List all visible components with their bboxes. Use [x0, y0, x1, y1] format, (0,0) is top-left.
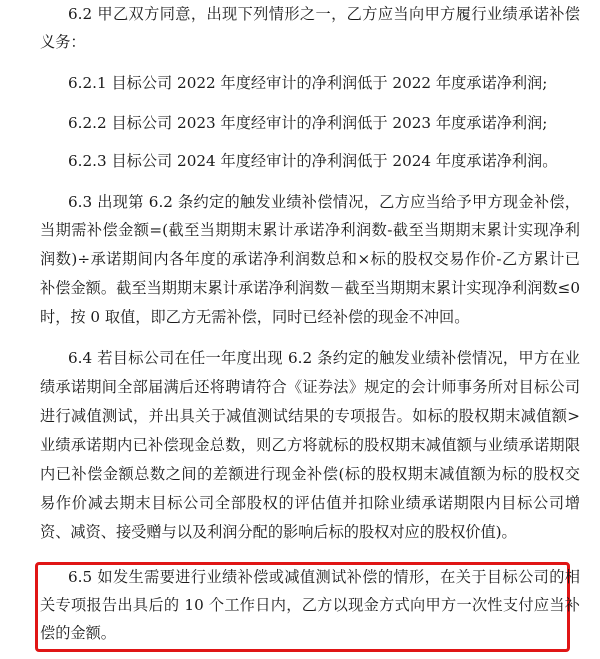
clause-6-2-3: 6.2.3 目标公司 2024 年度经审计的净利润低于 2024 年度承诺净利润。	[68, 152, 558, 170]
clause-6-4-line-5: 内已补偿金额总数之间的差额进行现金补偿(标的股权期末减值额为标的股权交	[40, 465, 580, 483]
clause-6-5-line-1: 6.5 如发生需要进行业绩补偿或减值测试补偿的情形，在关于目标公司的相	[68, 568, 580, 586]
clause-6-4-line-2: 绩承诺期间全部届满后还将聘请符合《证券法》规定的会计师事务所对目标公司	[40, 378, 580, 396]
clause-6-4-line-3: 进行减值测试，并出具关于减值测试结果的专项报告。如标的股权期末减值额>	[40, 407, 580, 425]
clause-6-3-line-2: 当期需补偿金额=(截至当期期末累计承诺净利润数-截至当期期末累计实现净利	[40, 221, 580, 239]
clause-6-3-line-4: 补偿金额。截至当期期末累计承诺净利润数－截至当期期末累计实现净利润数≤0	[40, 279, 580, 297]
clause-6-5-line-2: 关专项报告出具后的 10 个工作日内，乙方以现金方式向甲方一次性支付应当补	[40, 596, 580, 614]
clause-6-4-line-4: 业绩承诺期内已补偿现金总数，则乙方将就标的股权期末减值额与业绩承诺期限	[40, 436, 580, 454]
clause-6-2-line-1: 6.2 甲乙双方同意，出现下列情形之一，乙方应当向甲方履行业绩承诺补偿	[68, 5, 580, 23]
clause-6-2-line-2: 义务：	[40, 33, 86, 51]
clause-6-4-line-7: 资、减资、接受赠与以及利润分配的影响后标的股权对应的股权价值)。	[40, 523, 517, 541]
clause-6-4-line-6: 易作价减去期末目标公司全部股权的评估值并扣除业绩承诺期限内目标公司增	[40, 494, 580, 512]
clause-6-3-line-3: 润数)÷承诺期间内各年度的承诺净利润数总和×标的股权交易作价-乙方累计已	[40, 250, 580, 268]
clause-6-3-line-1: 6.3 出现第 6.2 条约定的触发业绩补偿情况，乙方应当给予甲方现金补偿，	[68, 193, 580, 211]
clause-6-4-line-1: 6.4 若目标公司在任一年度出现 6.2 条约定的触发业绩补偿情况，甲方在业	[68, 349, 580, 367]
clause-6-3-line-5: 时，按 0 取值，即乙方无需补偿，同时已经补偿的现金不冲回。	[40, 308, 470, 326]
clause-6-2-2: 6.2.2 目标公司 2023 年度经审计的净利润低于 2023 年度承诺净利润;	[68, 114, 548, 132]
clause-6-5-line-3: 偿的金额。	[40, 624, 116, 642]
clause-6-2-1: 6.2.1 目标公司 2022 年度经审计的净利润低于 2022 年度承诺净利润;	[68, 74, 548, 92]
